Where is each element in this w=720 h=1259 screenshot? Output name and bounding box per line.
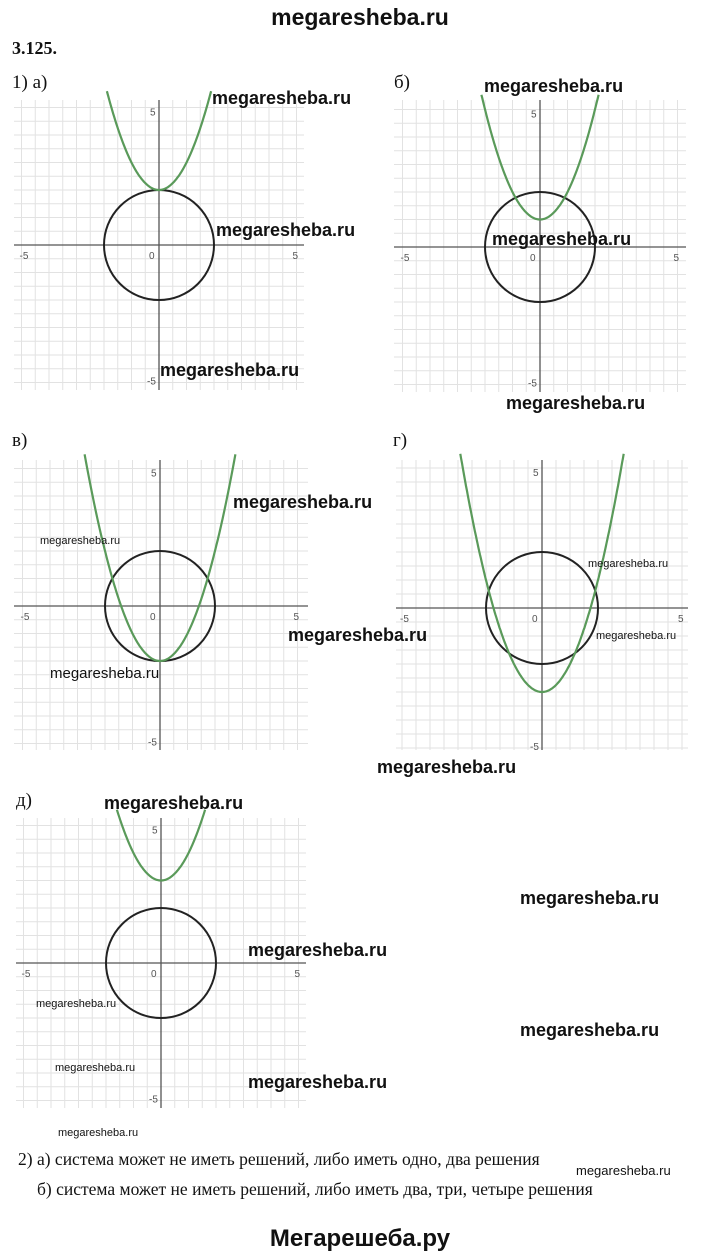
watermark-small: megaresheba.ru: [596, 630, 677, 642]
tick-label-origin: 0: [149, 251, 155, 262]
tick-label-x-pos: 5: [293, 612, 300, 623]
label-v: в): [12, 430, 28, 451]
tick-label-y-pos: 5: [150, 107, 156, 119]
tick-label-x-neg: -5: [400, 253, 410, 264]
watermark-small: megaresheba.ru: [58, 1127, 139, 1139]
tick-label-y-pos: 5: [152, 825, 158, 837]
tick-label-x-pos: 5: [294, 969, 301, 980]
watermark: megaresheba.ru: [248, 1072, 388, 1092]
tick-label-x-neg: -5: [19, 251, 29, 262]
tick-label-x-neg: -5: [21, 969, 31, 980]
watermark-small: megaresheba.ru: [576, 1163, 671, 1178]
site-footer: Мегарешеба.ру: [269, 1225, 451, 1252]
tick-label-y-neg: -5: [149, 1094, 158, 1106]
watermark: megaresheba.ru: [288, 625, 428, 645]
tick-label-origin: 0: [532, 614, 538, 625]
tick-label-y-neg: -5: [530, 742, 539, 753]
graph-panel-g: [396, 460, 688, 753]
tick-label-origin: 0: [151, 969, 157, 980]
watermark: megaresheba.ru: [233, 492, 373, 512]
tick-label-y-pos: 5: [531, 109, 537, 121]
answer-a: 2) а) система может не иметь решений, либо иметь одно, два решения: [18, 1149, 540, 1169]
watermark-small: megaresheba.ru: [588, 558, 669, 570]
tick-label-y-neg: -5: [528, 378, 537, 390]
watermark-medium: megaresheba.ru: [50, 665, 160, 682]
graph-panel-a: [14, 100, 304, 390]
tick-label-y-pos: 5: [151, 468, 157, 480]
tick-label-x-pos: 5: [678, 614, 684, 625]
tick-label-x-neg: -5: [400, 614, 409, 625]
tick-label-origin: 0: [530, 253, 536, 264]
label-b: б): [394, 72, 410, 93]
tick-label-y-neg: -5: [147, 376, 156, 388]
task-number: 3.125.: [12, 38, 57, 58]
label-d: д): [16, 790, 32, 811]
watermark: megaresheba.ru: [506, 393, 646, 413]
tick-label-x-neg: -5: [20, 612, 30, 623]
site-header: megaresheba.ru: [271, 4, 449, 30]
watermark-small: megaresheba.ru: [36, 998, 117, 1010]
watermark: megaresheba.ru: [212, 88, 352, 108]
watermark: megaresheba.ru: [104, 793, 244, 813]
watermark-small: megaresheba.ru: [40, 535, 121, 547]
watermark: megaresheba.ru: [216, 220, 356, 240]
tick-label-y-neg: -5: [148, 737, 157, 749]
tick-label-x-pos: 5: [292, 251, 299, 262]
watermark: megaresheba.ru: [520, 888, 660, 908]
watermark: megaresheba.ru: [520, 1020, 660, 1040]
watermark-small: megaresheba.ru: [55, 1062, 136, 1074]
watermark: megaresheba.ru: [248, 940, 388, 960]
label-part1-a: 1) а): [12, 72, 48, 93]
tick-label-origin: 0: [150, 612, 156, 623]
label-g: г): [393, 430, 408, 451]
watermark: megaresheba.ru: [377, 757, 517, 777]
watermark: megaresheba.ru: [160, 360, 300, 380]
answer-b: б) система может не иметь решений, либо иметь два, три, четыре решения: [37, 1179, 593, 1199]
tick-label-x-pos: 5: [673, 253, 680, 264]
watermark: megaresheba.ru: [484, 76, 624, 96]
tick-label-y-pos: 5: [533, 468, 539, 479]
watermark: megaresheba.ru: [492, 229, 632, 249]
